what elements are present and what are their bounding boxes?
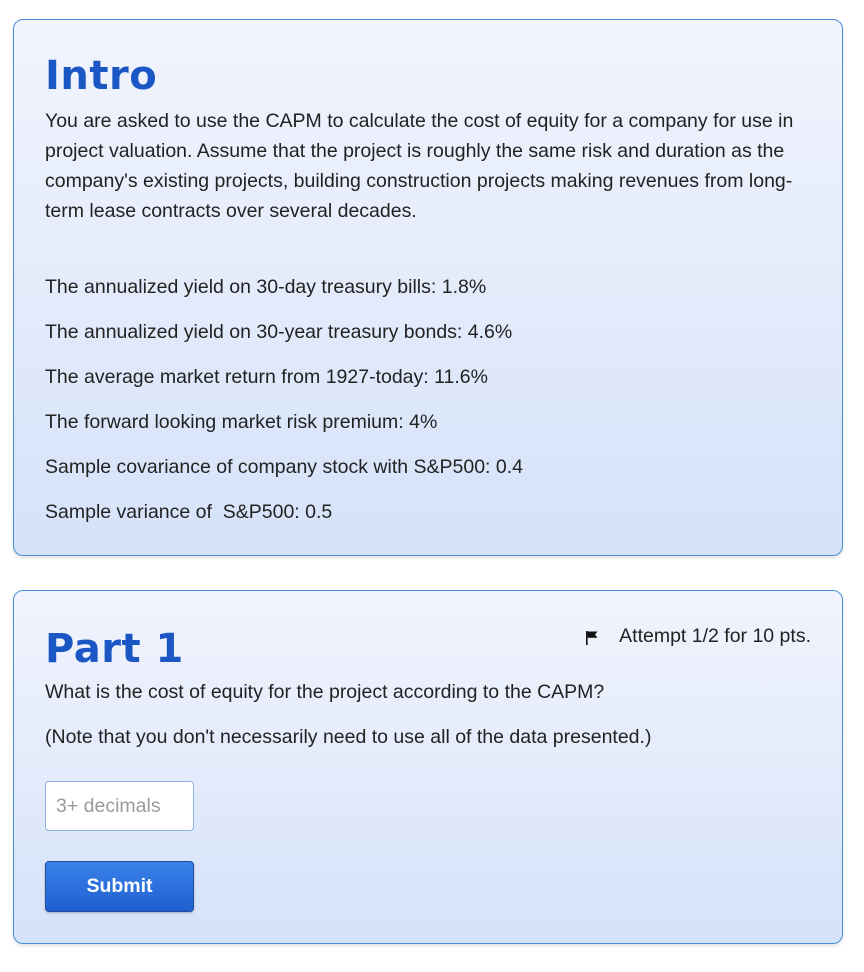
attempt-info [585, 624, 811, 648]
part1-heading: Part 1 [45, 626, 184, 672]
intro-card [13, 19, 843, 556]
fact-treasury-bills: The annualized yield on 30-day treasury bills: 1.8% [45, 276, 487, 298]
fact-market-risk-premium: The forward looking market risk premium: 4% [45, 411, 438, 433]
submit-button[interactable]: Submit [45, 861, 194, 912]
intro-paragraph: You are asked to use the CAPM to calculate the cost of equity for a company for use in project valuation. Assume that the project is roughly the same risk and duration as the company's existing projects, building construction projects making revenues from long-term lease contracts over several decades. [45, 110, 794, 222]
fact-covariance: Sample covariance of company stock with S&P500: 0.4 [45, 456, 523, 478]
part1-card [13, 590, 843, 944]
question-text: What is the cost of equity for the project according to the CAPM? [45, 681, 605, 703]
fact-market-return: The average market return from 1927-today: 11.6% [45, 366, 488, 388]
answer-input[interactable] [45, 781, 194, 831]
flag-icon[interactable] [585, 628, 599, 644]
attempt-text: Attempt 1/2 for 10 pts. [619, 625, 811, 647]
fact-treasury-bonds: The annualized yield on 30-year treasury bonds: 4.6% [45, 321, 513, 343]
note-text: (Note that you don't necessarily need to use all of the data presented.) [45, 726, 652, 748]
intro-heading: Intro [45, 53, 158, 99]
fact-variance: Sample variance of S&P500: 0.5 [45, 501, 333, 523]
